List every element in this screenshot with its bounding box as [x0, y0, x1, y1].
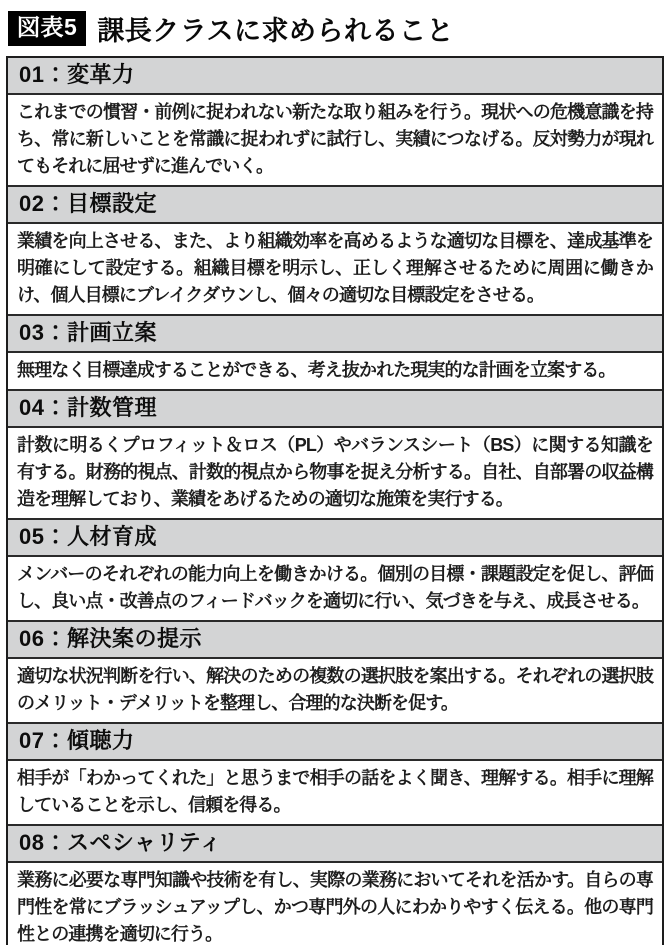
- requirements-table: [6, 56, 664, 945]
- section-06-solution-proposal: [8, 620, 662, 722]
- section-01-change-leadership: [8, 58, 662, 185]
- section-body: これまでの慣習・前例に捉われない新たな取り組みを行う。現状への危機意識を持ち、常に新しいことを常識に捉われずに試行し、実績につなげる。反対勢力が現れてもそれに屈せずに進んでいく。: [8, 95, 662, 185]
- section-body: 適切な状況判断を行い、解決のための複数の選択肢を案出する。それぞれの選択肢のメリット・デメリットを整理し、合理的な決断を促す。: [8, 659, 662, 722]
- section-header: 02：目標設定: [8, 185, 662, 224]
- section-05-talent-development: [8, 518, 662, 620]
- section-header: 08：スペシャリティ: [8, 824, 662, 863]
- figure-title: 課長クラスに求められること: [97, 16, 454, 46]
- section-header: 07：傾聴力: [8, 722, 662, 761]
- section-04-numerical-management: [8, 389, 662, 518]
- section-header: 01：変革力: [8, 58, 662, 95]
- figure-tag: 図表5: [8, 11, 86, 46]
- section-02-goal-setting: [8, 185, 662, 314]
- section-03-planning: [8, 314, 662, 389]
- section-body: 業績を向上させる、また、より組織効率を高めるような適切な目標を、達成基準を明確にして設定する。組織目標を明示し、正しく理解させるために周囲に働きかけ、個人目標にブレイクダウンし、個々の適切な目標設定をさせる。: [8, 224, 662, 314]
- section-header: 03：計画立案: [8, 314, 662, 353]
- section-07-listening-skill: [8, 722, 662, 824]
- section-body: 業務に必要な専門知識や技術を有し、実際の業務においてそれを活かす。自らの専門性を常にブラッシュアップし、かつ専門外の人にわかりやすく伝える。他の専門性との連携を適切に行う。: [8, 863, 662, 945]
- section-body: 無理なく目標達成することができる、考え抜かれた現実的な計画を立案する。: [8, 353, 662, 389]
- section-header: 04：計数管理: [8, 389, 662, 428]
- section-body: メンバーのそれぞれの能力向上を働きかける。個別の目標・課題設定を促し、評価し、良い点・改善点のフィードバックを適切に行い、気づきを与え、成長させる。: [8, 557, 662, 620]
- section-header: 06：解決案の提示: [8, 620, 662, 659]
- section-body: 計数に明るくプロフィット＆ロス（PL）やバランスシート（BS）に関する知識を有する。財務的視点、計数的視点から物事を捉え分析する。自社、自部署の収益構造を理解しており、業績をあげるための適切な施策を実行する。: [8, 428, 662, 518]
- section-body: 相手が「わかってくれた」と思うまで相手の話をよく聞き、理解する。相手に理解していることを示し、信頼を得る。: [8, 761, 662, 824]
- figure-header: [0, 0, 670, 54]
- section-08-speciality: [8, 824, 662, 945]
- section-header: 05：人材育成: [8, 518, 662, 557]
